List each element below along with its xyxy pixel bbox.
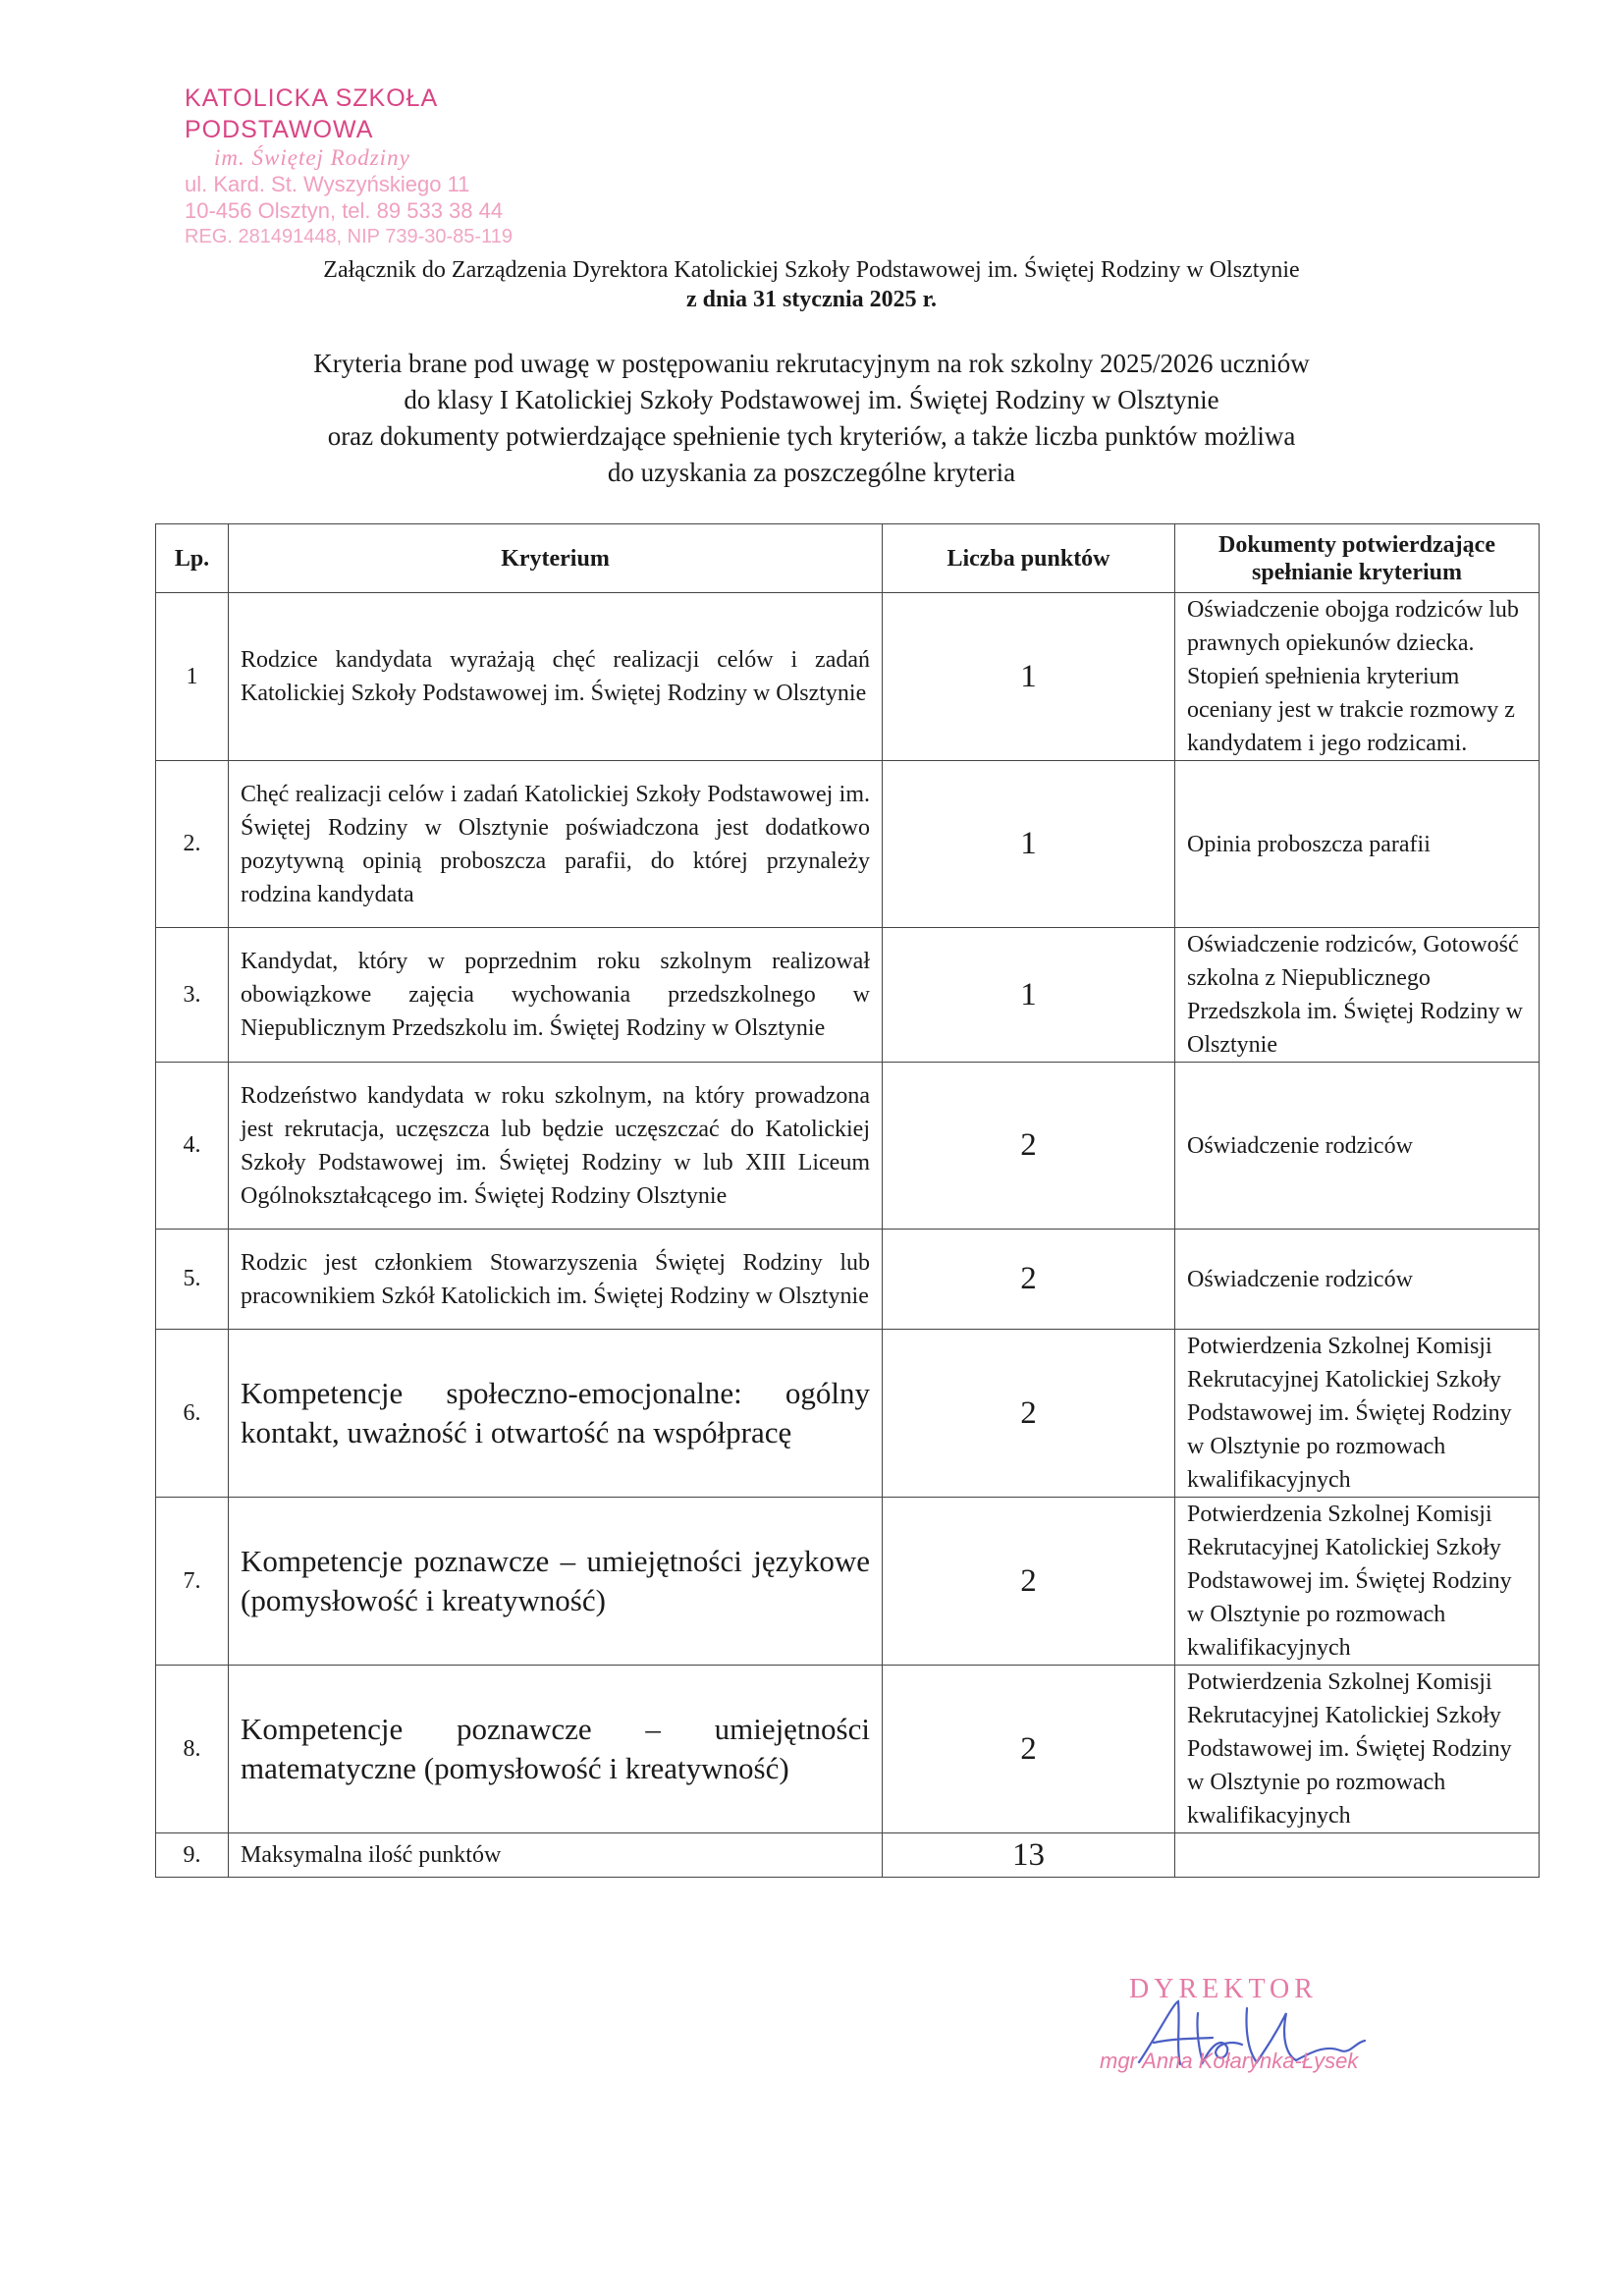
header-lp: Lp.	[156, 524, 229, 593]
intro-line: Kryteria brane pod uwagę w postępowaniu rekrutacyjnym na rok szkolny 2025/2026 uczniów	[313, 349, 1310, 378]
cell-lp: 7.	[156, 1498, 229, 1666]
table-row	[156, 1230, 1540, 1330]
header-kryterium: Kryterium	[229, 524, 883, 593]
cell-dokumenty: Potwierdzenia Szkolnej Komisji Rekrutacyjnej Katolickiej Szkoły Podstawowej im. Świętej Rodziny w Olsztynie po rozmowach kwalifikacyjnych	[1175, 1498, 1540, 1666]
cell-punkty-total: 13	[883, 1833, 1175, 1878]
stamp-registry: REG. 281491448, NIP 739-30-85-119	[185, 226, 513, 247]
cell-punkty: 2	[883, 1498, 1175, 1666]
attachment-title: Załącznik do Zarządzenia Dyrektora Katolickiej Szkoły Podstawowej im. Świętej Rodziny w Olsztynie	[323, 257, 1300, 283]
intro-line: do uzyskania za poszczególne kryteria	[607, 458, 1016, 487]
director-title: DYREKTOR	[1129, 1974, 1318, 2004]
table-row-total	[156, 1833, 1540, 1878]
cell-lp: 8.	[156, 1666, 229, 1833]
cell-kryterium: Rodzeństwo kandydata w roku szkolnym, na który prowadzona jest rekrutacja, uczęszcza lub będzie uczęszczać do Katolickiej Szkoły Podstawowej im. Świętej Rodziny w lub XIII Liceum Ogólnokształcącego im. Świętej Rodziny Olsztynie	[229, 1063, 883, 1230]
cell-kryterium: Kompetencje społeczno-emocjonalne: ogólny kontakt, uważność i otwartość na współpracę	[229, 1330, 883, 1498]
director-name: mgr Anna Kołarynka-Łysek	[1100, 2049, 1359, 2073]
cell-punkty: 2	[883, 1666, 1175, 1833]
cell-kryterium: Kompetencje poznawcze – umiejętności matematyczne (pomysłowość i kreatywność)	[229, 1666, 883, 1833]
cell-kryterium: Maksymalna ilość punktów	[229, 1833, 883, 1878]
director-signature-stamp	[1100, 1974, 1424, 2102]
cell-kryterium: Kompetencje poznawcze – umiejętności językowe (pomysłowość i kreatywność)	[229, 1498, 883, 1666]
table-header-row	[156, 524, 1540, 593]
table-row	[156, 1063, 1540, 1230]
cell-kryterium: Chęć realizacji celów i zadań Katolickiej Szkoły Podstawowej im. Świętej Rodziny w Olsztynie poświadczona jest dodatkowo pozytywną opinią proboszcza parafii, do której przynależy rodzina kandydata	[229, 761, 883, 928]
cell-lp: 5.	[156, 1230, 229, 1330]
cell-lp: 4.	[156, 1063, 229, 1230]
cell-kryterium: Rodzice kandydata wyrażają chęć realizacji celów i zadań Katolickiej Szkoły Podstawowej im. Świętej Rodziny w Olsztynie	[229, 593, 883, 761]
cell-punkty: 1	[883, 761, 1175, 928]
cell-punkty: 2	[883, 1230, 1175, 1330]
table-row	[156, 928, 1540, 1063]
cell-dokumenty: Oświadczenie rodziców	[1175, 1063, 1540, 1230]
cell-punkty: 1	[883, 928, 1175, 1063]
table-row	[156, 593, 1540, 761]
stamp-phone: 10-456 Olsztyn, tel. 89 533 38 44	[185, 198, 504, 223]
cell-punkty: 2	[883, 1330, 1175, 1498]
cell-dokumenty: Oświadczenie rodziców	[1175, 1230, 1540, 1330]
intro-line: do klasy I Katolickiej Szkoły Podstawowej im. Świętej Rodziny w Olsztynie	[404, 385, 1219, 414]
table-row	[156, 1666, 1540, 1833]
cell-punkty: 2	[883, 1063, 1175, 1230]
cell-dokumenty: Opinia proboszcza parafii	[1175, 761, 1540, 928]
cell-dokumenty: Oświadczenie obojga rodziców lub prawnych opiekunów dziecka. Stopień spełnienia kryterium oceniany jest w trakcie rozmowy z kandydatem i jego rodzicami.	[1175, 593, 1540, 761]
cell-lp: 3.	[156, 928, 229, 1063]
stamp-patron: im. Świętej Rodziny	[214, 145, 410, 170]
cell-dokumenty: Potwierdzenia Szkolnej Komisji Rekrutacyjnej Katolickiej Szkoły Podstawowej im. Świętej Rodziny w Olsztynie po rozmowach kwalifikacyjnych	[1175, 1330, 1540, 1498]
header-punkty: Liczba punktów	[883, 524, 1175, 593]
cell-kryterium: Rodzic jest członkiem Stowarzyszenia Świętej Rodziny lub pracownikiem Szkół Katolickich im. Świętej Rodziny w Olsztynie	[229, 1230, 883, 1330]
cell-lp: 2.	[156, 761, 229, 928]
intro-paragraph	[0, 346, 1623, 491]
stamp-school-name: KATOLICKA SZKOŁA PODSTAWOWA	[185, 84, 437, 143]
intro-line: oraz dokumenty potwierdzające spełnienie tych kryteriów, a także liczba punktów możliwa	[327, 421, 1296, 451]
cell-dokumenty	[1175, 1833, 1540, 1878]
table-row	[156, 761, 1540, 928]
table-row	[156, 1330, 1540, 1498]
school-stamp	[185, 82, 558, 250]
cell-dokumenty: Potwierdzenia Szkolnej Komisji Rekrutacyjnej Katolickiej Szkoły Podstawowej im. Świętej Rodziny w Olsztynie po rozmowach kwalifikacyjnych	[1175, 1666, 1540, 1833]
attachment-date: z dnia 31 stycznia 2025 r.	[685, 287, 938, 312]
header-dokumenty: Dokumenty potwierdzające spełnianie kryterium	[1175, 524, 1540, 593]
cell-lp: 9.	[156, 1833, 229, 1878]
cell-lp: 6.	[156, 1330, 229, 1498]
cell-dokumenty: Oświadczenie rodziców, Gotowość szkolna z Niepublicznego Przedszkola im. Świętej Rodziny w Olsztynie	[1175, 928, 1540, 1063]
criteria-table	[155, 523, 1540, 1878]
cell-lp: 1	[156, 593, 229, 761]
table-row	[156, 1498, 1540, 1666]
cell-punkty: 1	[883, 593, 1175, 761]
cell-kryterium: Kandydat, który w poprzednim roku szkolnym realizował obowiązkowe zajęcia wychowania przedszkolnego w Niepublicznym Przedszkolu im. Świętej Rodziny w Olsztynie	[229, 928, 883, 1063]
stamp-address: ul. Kard. St. Wyszyńskiego 11	[185, 172, 470, 196]
